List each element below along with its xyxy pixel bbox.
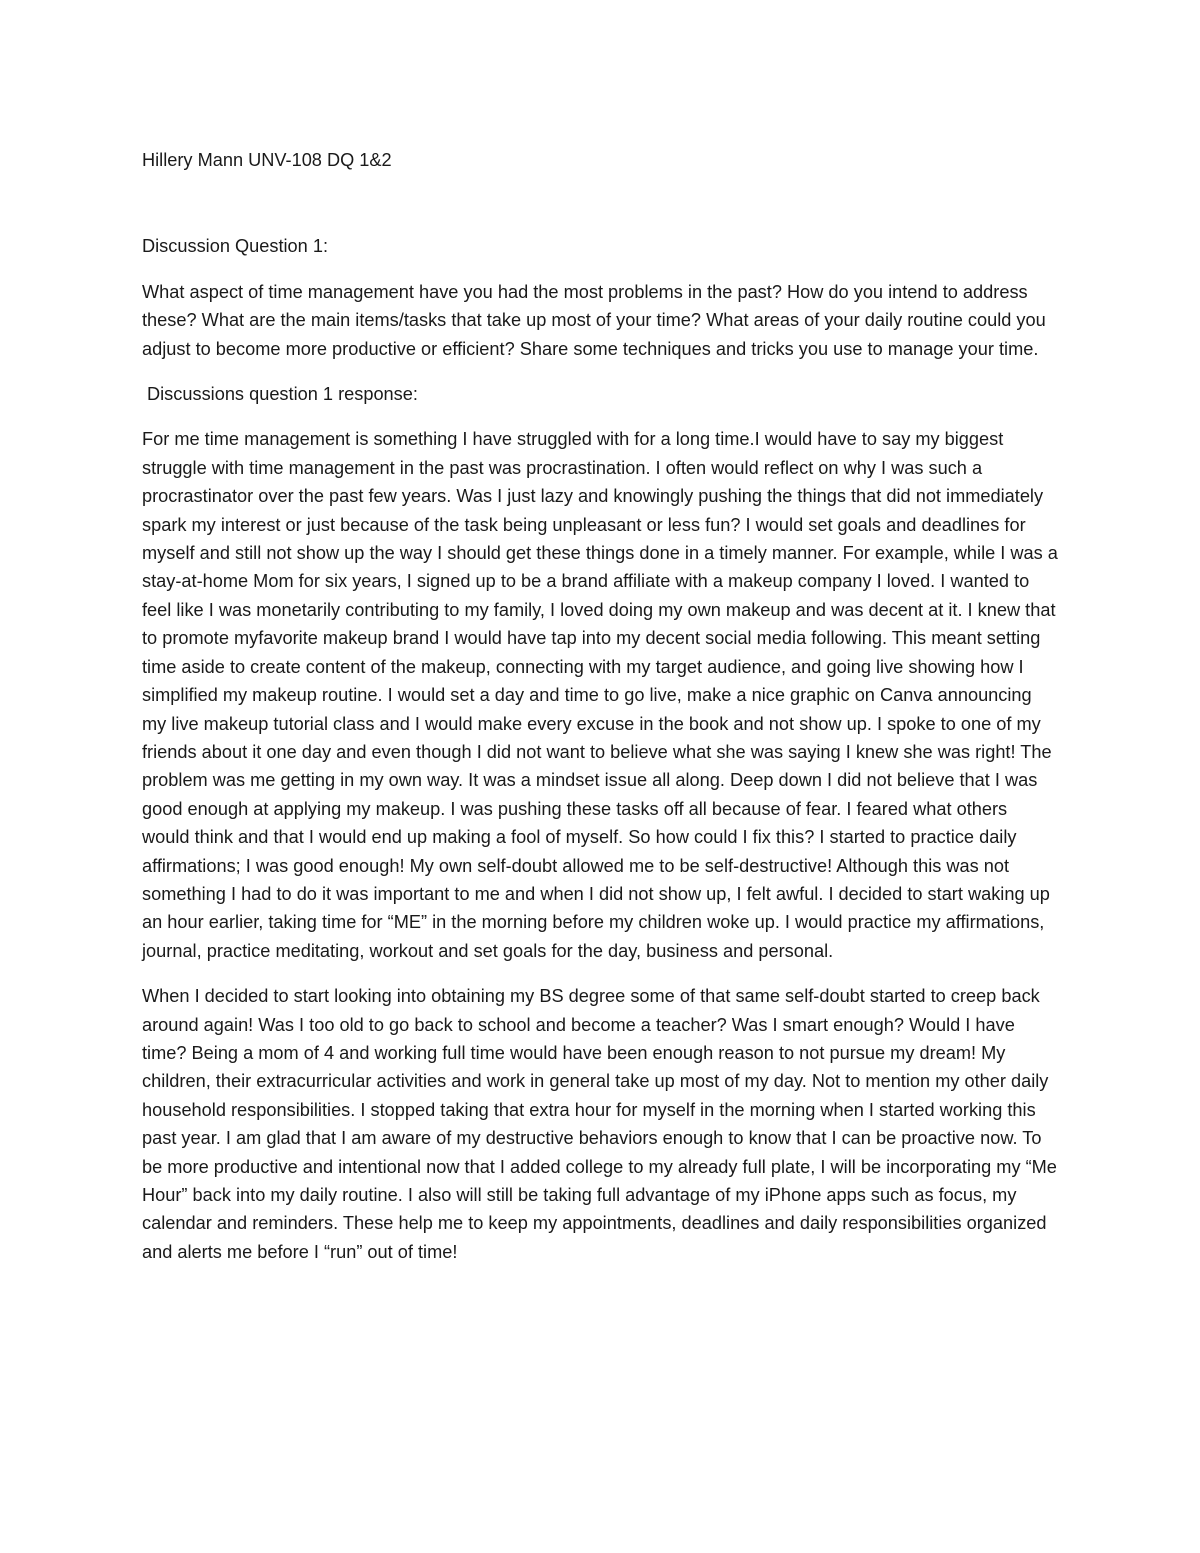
section-heading: Discussion Question 1:	[142, 236, 329, 257]
document-body	[142, 146, 1058, 1283]
document-title: Hillery Mann UNV-108 DQ 1&2	[142, 150, 392, 170]
response-heading: Discussions question 1 response:	[147, 384, 418, 405]
response-paragraph-2: When I decided to start looking into obtaining my BS degree some of that same self-doubt started to creep back around again! Was I too old to go back to school and become a teacher? Was I smart enough? Would I have time? Being a mom of 4 and working full time would have been enough reason to not pursue my dream! My children, their extracurricular activities and work in general take up most of my day. Not to mention my other daily household responsibilities. I stopped taking that extra hour for myself in the morning when I started working this past year. I am glad that I am aware of my destructive behaviors enough to know that I can be proactive now. To be more productive and intentional now that I added college to my already full plate, I will be incorporating my “Me Hour” back into my daily routine. I also will still be taking full advantage of my iPhone apps such as focus, my calendar and reminders. These help me to keep my appointments, deadlines and daily responsibilities organized and alerts me before I “run” out of time!	[142, 986, 1057, 1262]
response-paragraph-1: For me time management is something I have struggled with for a long time.I would have to say my biggest struggle with time management in the past was procrastination. I often would reflect on why I was such a procrastinator over the past few years. Was I just lazy and knowingly pushing the things that did not immediately spark my interest or just because of the task being unpleasant or less fun? I would set goals and deadlines for myself and still not show up the way I should get these things done in a timely manner. For example, while I was a stay-at-home Mom for six years, I signed up to be a brand affiliate with a makeup company I loved. I wanted to feel like I was monetarily contributing to my family, I loved doing my own makeup and was decent at it. I knew that to promote myfavorite makeup brand I would have tap into my decent social media following. This meant setting time aside to create content of the makeup, connecting with my target audience, and going live showing how I simplified my makeup routine. I would set a day and time to go live, make a nice graphic on Canva announcing my live makeup tutorial class and I would make every excuse in the book and not show up. I spoke to one of my friends about it one day and even though I did not want to believe what she was saying I knew she was right! The problem was me getting in my own way. It was a mindset issue all along. Deep down I did not believe that I was good enough at applying my makeup. I was pushing these tasks off all because of fear. I feared what others would think and that I would end up making a fool of myself. So how could I fix this? I started to practice daily affirmations; I was good enough! My own self-doubt allowed me to be self-destructive! Although this was not something I had to do it was important to me and when I did not show up, I felt awful. I decided to start waking up an hour earlier, taking time for “ME” in the morning before my children woke up. I would practice my affirmations, journal, practice meditating, workout and set goals for the day, business and personal.	[142, 429, 1058, 961]
discussion-question-text: What aspect of time management have you had the most problems in the past? How do you intend to address these? What are the main items/tasks that take up most of your time? What areas of your daily routine could you adjust to become more productive or efficient? Share some techniques and tricks you use to manage your time.	[142, 281, 1046, 359]
